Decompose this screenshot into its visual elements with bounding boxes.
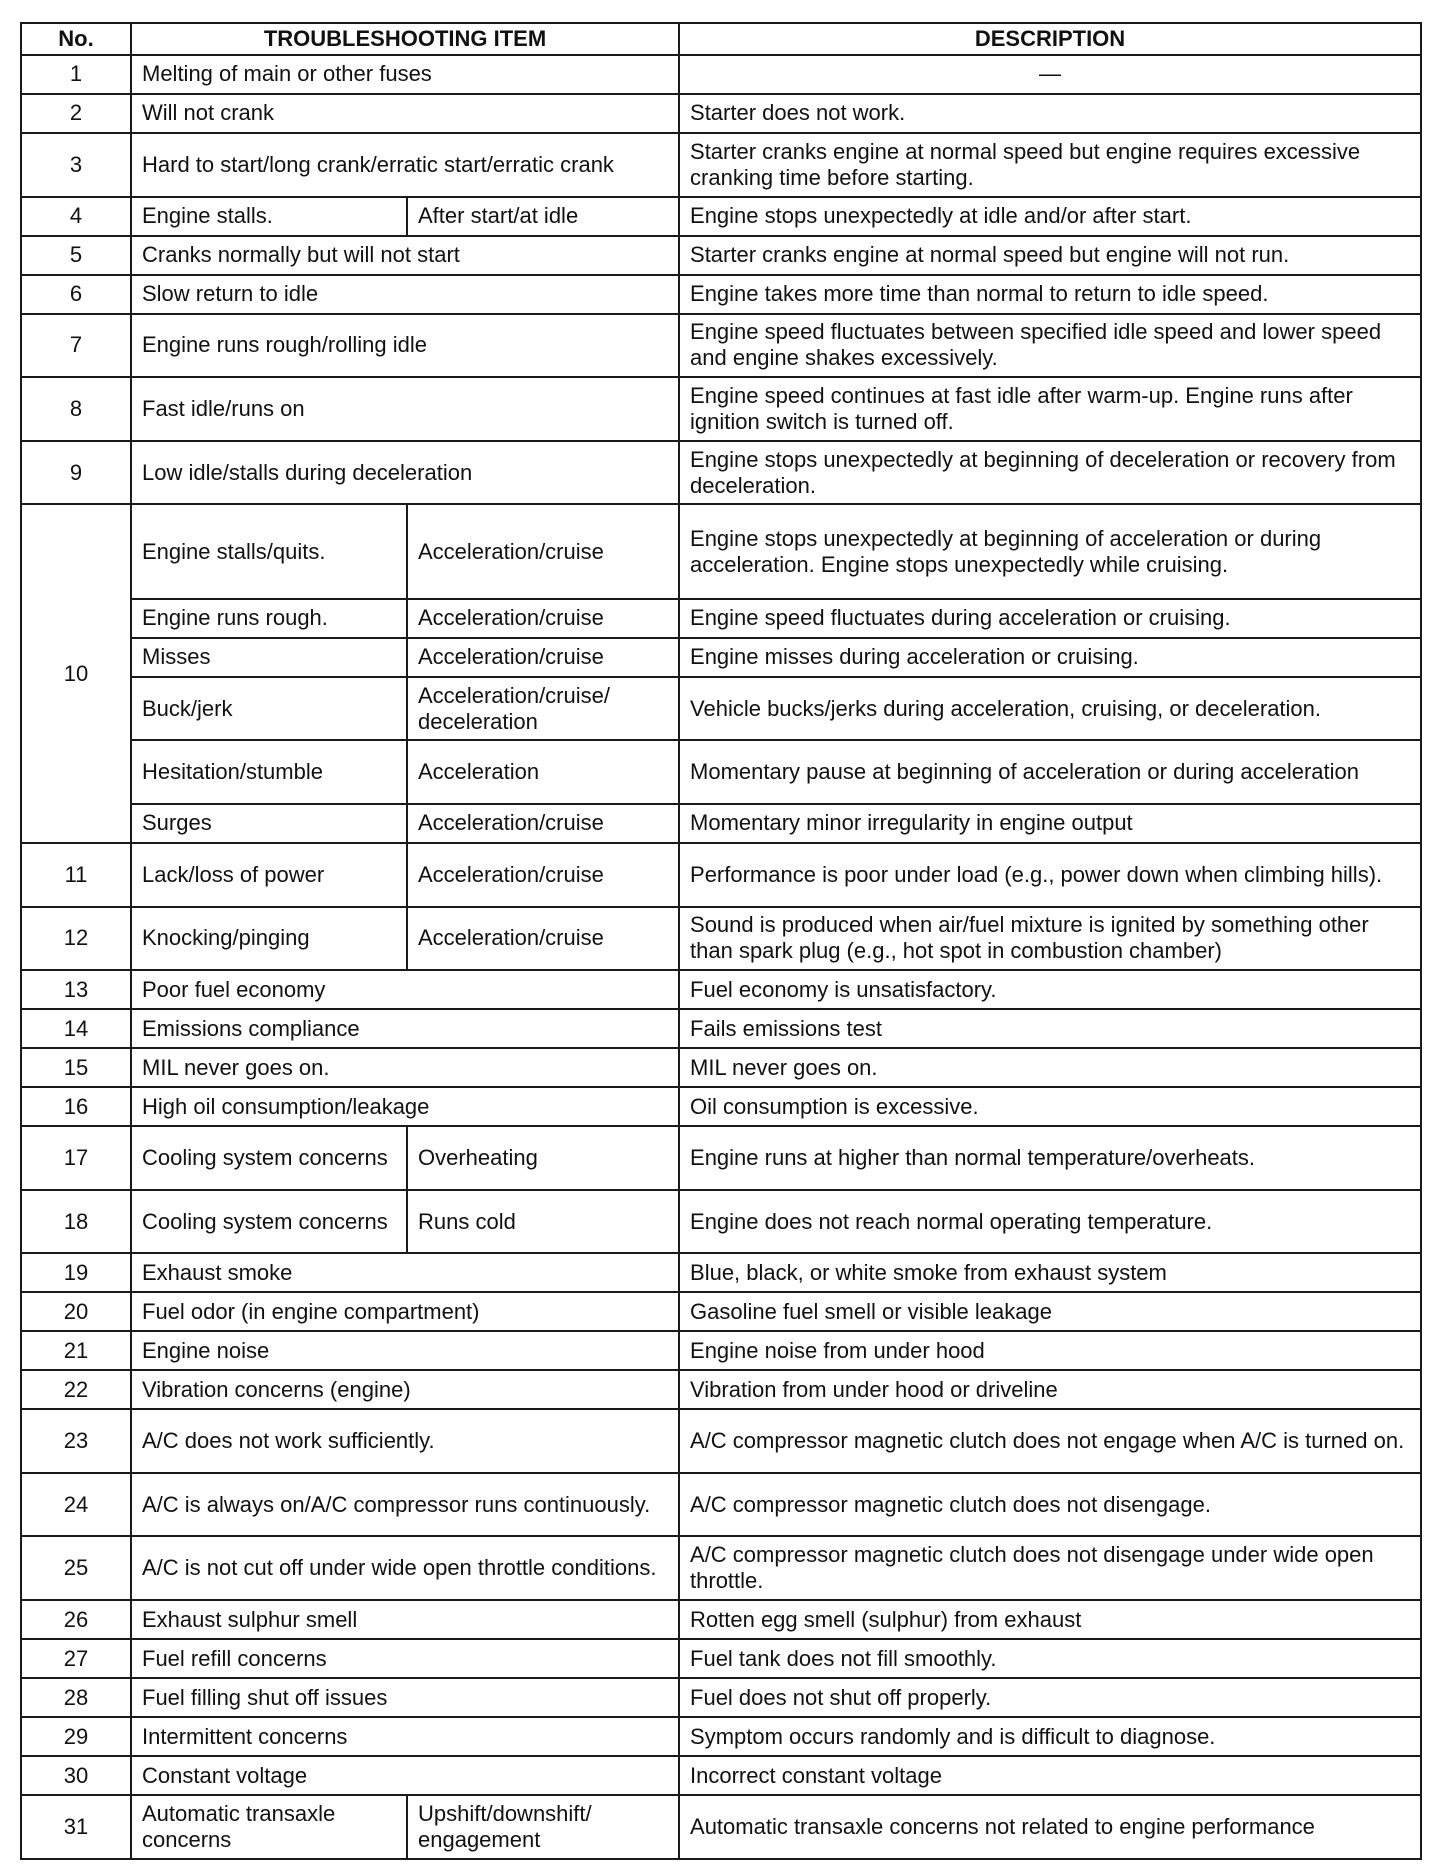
table-row [21, 907, 1421, 971]
table-row [21, 1678, 1421, 1717]
row-condition: Acceleration/cruise [407, 599, 679, 638]
row-item: Will not crank [131, 94, 679, 133]
table-row [21, 1536, 1421, 1600]
row-number: 24 [21, 1473, 131, 1537]
row-description: Automatic transaxle concerns not related to engine performance [679, 1795, 1421, 1859]
row-item: High oil consumption/leakage [131, 1087, 679, 1126]
header-item: TROUBLESHOOTING ITEM [131, 23, 679, 55]
row-condition: Acceleration/cruise [407, 804, 679, 843]
row-number: 20 [21, 1292, 131, 1331]
row-item: A/C does not work sufficiently. [131, 1409, 679, 1473]
table-row [21, 133, 1421, 197]
row-number: 9 [21, 441, 131, 505]
row-number: 28 [21, 1678, 131, 1717]
table-row [21, 275, 1421, 314]
table-row [21, 843, 1421, 907]
row-item: Buck/jerk [131, 677, 407, 741]
row-description: Gasoline fuel smell or visible leakage [679, 1292, 1421, 1331]
row-description: Engine speed continues at fast idle after warm-up. Engine runs after ignition switch is turned off. [679, 377, 1421, 441]
row-number: 31 [21, 1795, 131, 1859]
row-description: Starter does not work. [679, 94, 1421, 133]
row-description: Starter cranks engine at normal speed but engine will not run. [679, 236, 1421, 275]
header-description: DESCRIPTION [679, 23, 1421, 55]
row-number: 19 [21, 1253, 131, 1292]
row-item: Fuel filling shut off issues [131, 1678, 679, 1717]
row-condition: Acceleration/cruise [407, 504, 679, 598]
row-item: Automatic transaxle concerns [131, 1795, 407, 1859]
row-condition: Acceleration [407, 740, 679, 804]
row-item: Slow return to idle [131, 275, 679, 314]
table-row [21, 1009, 1421, 1048]
table-row [21, 236, 1421, 275]
row-item: Surges [131, 804, 407, 843]
table-row [21, 1717, 1421, 1756]
row-item: Cooling system concerns [131, 1190, 407, 1254]
table-row [21, 1600, 1421, 1639]
row-number: 13 [21, 970, 131, 1009]
row-item: Engine noise [131, 1331, 679, 1370]
row-description: A/C compressor magnetic clutch does not disengage. [679, 1473, 1421, 1537]
row-description: Starter cranks engine at normal speed but engine requires excessive cranking time before starting. [679, 133, 1421, 197]
row-description: Blue, black, or white smoke from exhaust system [679, 1253, 1421, 1292]
row-number: 17 [21, 1126, 131, 1190]
row-description: — [679, 55, 1421, 94]
table-row [21, 1756, 1421, 1795]
table-row [21, 377, 1421, 441]
row-number: 11 [21, 843, 131, 907]
row-description: A/C compressor magnetic clutch does not engage when A/C is turned on. [679, 1409, 1421, 1473]
table-row [21, 314, 1421, 378]
row-description: Fuel does not shut off properly. [679, 1678, 1421, 1717]
row-description: Oil consumption is excessive. [679, 1087, 1421, 1126]
row-item: Engine runs rough/rolling idle [131, 314, 679, 378]
table-row [21, 441, 1421, 505]
row-item: Engine runs rough. [131, 599, 407, 638]
row-item: A/C is not cut off under wide open throttle conditions. [131, 1536, 679, 1600]
row-number: 6 [21, 275, 131, 314]
row-item: Engine stalls/quits. [131, 504, 407, 598]
row-number: 1 [21, 55, 131, 94]
troubleshooting-table [20, 22, 1422, 1860]
row-number: 2 [21, 94, 131, 133]
table-row [21, 1126, 1421, 1190]
row-number: 26 [21, 1600, 131, 1639]
row-item: Fuel refill concerns [131, 1639, 679, 1678]
row-item: Vibration concerns (engine) [131, 1370, 679, 1409]
row-description: Engine speed fluctuates during acceleration or cruising. [679, 599, 1421, 638]
table-row [21, 94, 1421, 133]
row-description: Vehicle bucks/jerks during acceleration, cruising, or deceleration. [679, 677, 1421, 741]
row-condition: Runs cold [407, 1190, 679, 1254]
row-number: 30 [21, 1756, 131, 1795]
row-description: Engine noise from under hood [679, 1331, 1421, 1370]
row-description: Incorrect constant voltage [679, 1756, 1421, 1795]
row-item: Engine stalls. [131, 197, 407, 236]
table-row [21, 970, 1421, 1009]
row-number: 4 [21, 197, 131, 236]
row-description: A/C compressor magnetic clutch does not disengage under wide open throttle. [679, 1536, 1421, 1600]
table-row [21, 1409, 1421, 1473]
row-description: Engine takes more time than normal to return to idle speed. [679, 275, 1421, 314]
row-number: 3 [21, 133, 131, 197]
table-row [21, 1292, 1421, 1331]
table-row [21, 599, 1421, 638]
row-description: Sound is produced when air/fuel mixture is ignited by something other than spark plug (e.g., hot spot in combustion chamber) [679, 907, 1421, 971]
row-description: MIL never goes on. [679, 1048, 1421, 1087]
row-item: A/C is always on/A/C compressor runs continuously. [131, 1473, 679, 1537]
row-item: Exhaust sulphur smell [131, 1600, 679, 1639]
table-row [21, 1795, 1421, 1859]
row-description: Engine speed fluctuates between specified idle speed and lower speed and engine shakes excessively. [679, 314, 1421, 378]
row-condition: Acceleration/cruise [407, 638, 679, 677]
table-row [21, 1048, 1421, 1087]
row-item: Hesitation/stumble [131, 740, 407, 804]
row-description: Rotten egg smell (sulphur) from exhaust [679, 1600, 1421, 1639]
row-number: 14 [21, 1009, 131, 1048]
table-row [21, 1253, 1421, 1292]
table-row [21, 504, 1421, 598]
table-row [21, 1087, 1421, 1126]
row-number: 25 [21, 1536, 131, 1600]
row-description: Engine stops unexpectedly at idle and/or after start. [679, 197, 1421, 236]
troubleshooting-sheet [20, 22, 1420, 1860]
row-item: Poor fuel economy [131, 970, 679, 1009]
header-no: No. [21, 23, 131, 55]
row-number: 7 [21, 314, 131, 378]
row-number: 15 [21, 1048, 131, 1087]
row-number: 29 [21, 1717, 131, 1756]
row-item: Knocking/pinging [131, 907, 407, 971]
row-description: Engine does not reach normal operating temperature. [679, 1190, 1421, 1254]
table-row [21, 677, 1421, 741]
table-row [21, 804, 1421, 843]
header-row [21, 23, 1421, 55]
row-item: Low idle/stalls during deceleration [131, 441, 679, 505]
row-item: Hard to start/long crank/erratic start/erratic crank [131, 133, 679, 197]
row-item: Fuel odor (in engine compartment) [131, 1292, 679, 1331]
row-number: 18 [21, 1190, 131, 1254]
row-item: Cooling system concerns [131, 1126, 407, 1190]
row-condition: Acceleration/cruise [407, 843, 679, 907]
row-number: 5 [21, 236, 131, 275]
row-description: Fuel tank does not fill smoothly. [679, 1639, 1421, 1678]
row-description: Momentary minor irregularity in engine output [679, 804, 1421, 843]
row-item: Exhaust smoke [131, 1253, 679, 1292]
row-description: Fuel economy is unsatisfactory. [679, 970, 1421, 1009]
row-number: 8 [21, 377, 131, 441]
table-row [21, 197, 1421, 236]
row-number: 12 [21, 907, 131, 971]
table-row [21, 740, 1421, 804]
row-description: Vibration from under hood or driveline [679, 1370, 1421, 1409]
row-item: Intermittent concerns [131, 1717, 679, 1756]
row-number: 21 [21, 1331, 131, 1370]
row-description: Engine stops unexpectedly at beginning of acceleration or during acceleration. Engine stops unexpectedly while cruising. [679, 504, 1421, 598]
row-item: Misses [131, 638, 407, 677]
row-description: Engine stops unexpectedly at beginning of deceleration or recovery from deceleration. [679, 441, 1421, 505]
row-condition: Overheating [407, 1126, 679, 1190]
row-item: MIL never goes on. [131, 1048, 679, 1087]
table-row [21, 1190, 1421, 1254]
row-condition: Upshift/downshift/ engagement [407, 1795, 679, 1859]
row-number: 23 [21, 1409, 131, 1473]
table-row [21, 1370, 1421, 1409]
row-condition: After start/at idle [407, 197, 679, 236]
row-condition: Acceleration/cruise/ deceleration [407, 677, 679, 741]
table-row [21, 1639, 1421, 1678]
row-item: Constant voltage [131, 1756, 679, 1795]
row-condition: Acceleration/cruise [407, 907, 679, 971]
row-description: Symptom occurs randomly and is difficult to diagnose. [679, 1717, 1421, 1756]
row-item: Cranks normally but will not start [131, 236, 679, 275]
row-description: Engine misses during acceleration or cruising. [679, 638, 1421, 677]
table-row [21, 638, 1421, 677]
row-number: 16 [21, 1087, 131, 1126]
row-description: Performance is poor under load (e.g., power down when climbing hills). [679, 843, 1421, 907]
row-item: Emissions compliance [131, 1009, 679, 1048]
row-description: Engine runs at higher than normal temperature/overheats. [679, 1126, 1421, 1190]
row-description: Fails emissions test [679, 1009, 1421, 1048]
table-row [21, 55, 1421, 94]
row-item: Fast idle/runs on [131, 377, 679, 441]
row-item: Lack/loss of power [131, 843, 407, 907]
row-number: 22 [21, 1370, 131, 1409]
table-row [21, 1331, 1421, 1370]
row-number: 10 [21, 504, 131, 843]
table-row [21, 1473, 1421, 1537]
row-item: Melting of main or other fuses [131, 55, 679, 94]
row-number: 27 [21, 1639, 131, 1678]
row-description: Momentary pause at beginning of acceleration or during acceleration [679, 740, 1421, 804]
